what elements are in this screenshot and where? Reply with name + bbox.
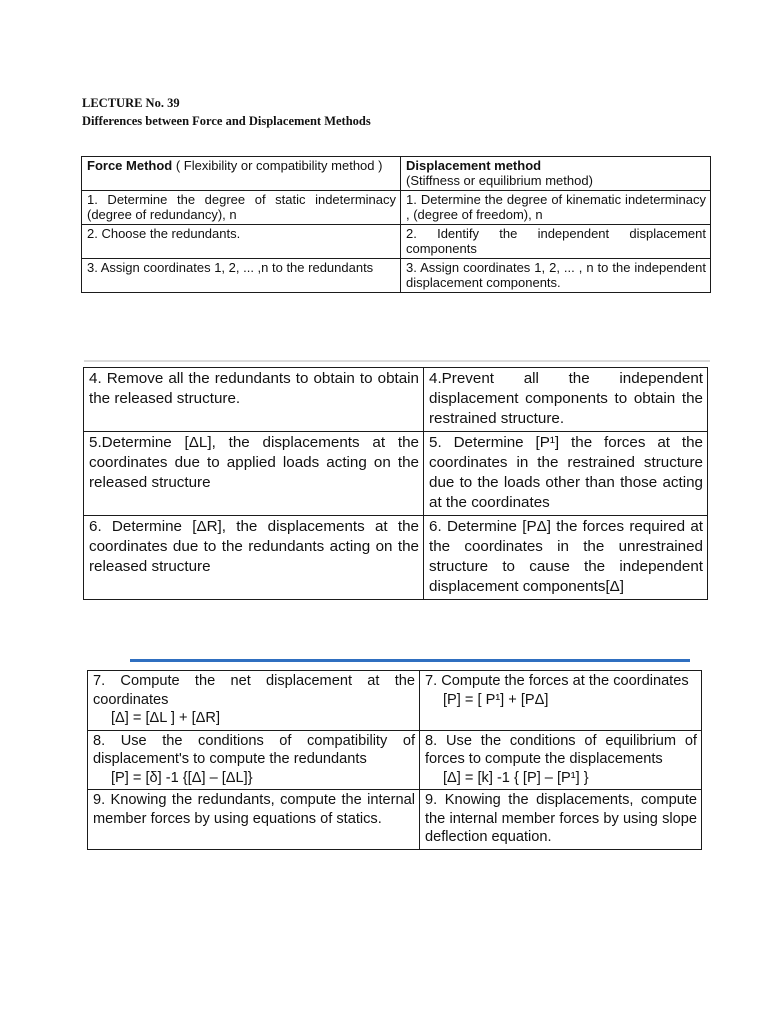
table-row (84, 516, 708, 600)
displacement-step-cell: 5. Determine [P¹] the forces at the coordinates in the restrained structure due to the loads other than those acting at the coordinates (424, 432, 708, 516)
displacement-step-cell: 4.Prevent all the independent displacement components to obtain the restrained structure. (424, 368, 708, 432)
equation: [P] = [δ] -1 {[Δ] – [ΔL]} (111, 769, 253, 786)
force-step-cell: 3. Assign coordinates 1, 2, ... ,n to the redundants (82, 259, 401, 293)
displacement-step-cell: 1. Determine the degree of kinematic indeterminacy , (degree of freedom), n (401, 191, 711, 225)
table-header-row (82, 157, 711, 191)
table-row (84, 368, 708, 432)
separator-line (84, 360, 710, 362)
force-step-cell: 2. Choose the redundants. (82, 225, 401, 259)
displacement-step-cell: 6. Determine [PΔ] the forces required at the coordinates in the unrestrained structure to cause the independent displacement components[Δ] (424, 516, 708, 600)
force-step-cell: 9. Knowing the redundants, compute the internal member forces by using equations of statics. (88, 790, 420, 850)
comparison-table-part-1 (81, 156, 711, 293)
blue-separator-line (130, 659, 690, 662)
force-step-cell (88, 730, 420, 790)
step-text: 7. Compute the forces at the coordinates (425, 673, 689, 689)
force-step-cell: 1. Determine the degree of static indeterminacy (degree of redundancy), n (82, 191, 401, 225)
table-row (84, 432, 708, 516)
lecture-title: Differences between Force and Displacement Methods (82, 114, 371, 128)
force-step-cell: 6. Determine [ΔR], the displacements at the coordinates due to the redundants acting on the released structure (84, 516, 424, 600)
table-row (88, 671, 702, 731)
table-row (88, 730, 702, 790)
force-step-cell: 4. Remove all the redundants to obtain to obtain the released structure. (84, 368, 424, 432)
force-method-label: Force Method (87, 158, 173, 173)
equation: [Δ] = [k] -1 { [P] – [P¹] } (443, 769, 589, 786)
displacement-step-cell (420, 671, 702, 731)
equation: [P] = [ P¹] + [PΔ] (443, 691, 549, 708)
displacement-step-cell: 3. Assign coordinates 1, 2, ... , n to the independent displacement components. (401, 259, 711, 293)
step-text: 8. Use the conditions of equilibrium of forces to compute the displacements (425, 732, 697, 767)
table-row (82, 191, 711, 225)
force-method-subtitle: ( Flexibility or compatibility method ) (172, 158, 383, 173)
displacement-method-subtitle: (Stiffness or equilibrium method) (406, 173, 593, 188)
displacement-step-cell: 9. Knowing the displacements, compute the internal member forces by using slope deflection equation. (420, 790, 702, 850)
displacement-step-cell (420, 730, 702, 790)
displacement-step-cell: 2. Identify the independent displacement components (401, 225, 711, 259)
force-step-cell: 5.Determine [ΔL], the displacements at the coordinates due to applied loads acting on the released structure (84, 432, 424, 516)
lecture-number: LECTURE No. 39 (82, 96, 180, 110)
displacement-method-heading (401, 157, 711, 191)
comparison-table-part-3 (87, 670, 702, 850)
step-text: 7. Compute the net displacement at the coordinates (93, 673, 415, 708)
step-text: 8. Use the conditions of compatibility of displacement's to compute the redundants (93, 732, 415, 767)
document-header (82, 94, 371, 130)
table-row (82, 259, 711, 293)
equation: [Δ] = [ΔL ] + [ΔR] (111, 710, 221, 726)
comparison-table-part-2 (83, 367, 708, 600)
table-row (82, 225, 711, 259)
displacement-method-label: Displacement method (406, 158, 542, 173)
force-step-cell (88, 671, 420, 731)
force-method-heading (82, 157, 401, 191)
table-row (88, 790, 702, 850)
